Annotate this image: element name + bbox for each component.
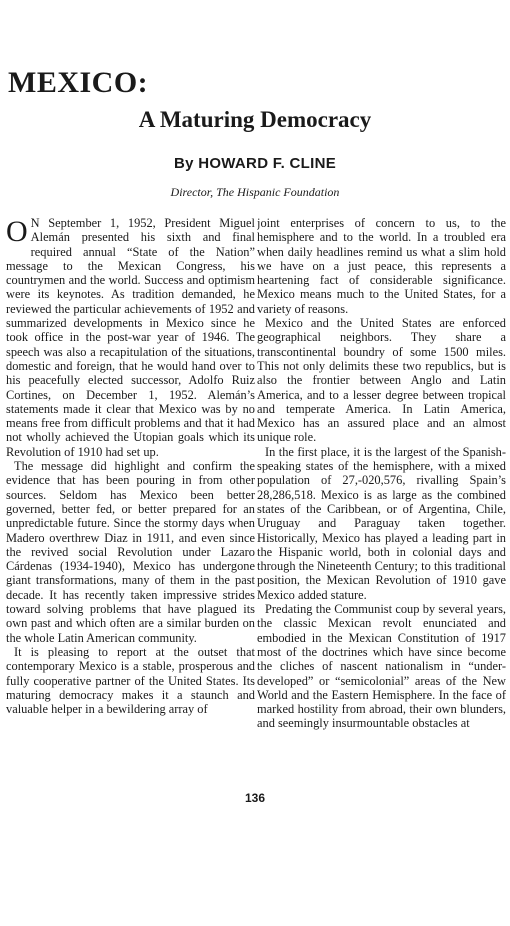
paragraph: joint enterprises of concern to us, to the hemisphere and to the world. In a troubled era when daily headlines remind us what a slim hold we have on a just peace, this represents a heartening fact of considerable significance. Mexico means much to the United States, for a variety of reasons. — [257, 216, 506, 316]
body-column-right — [257, 216, 506, 786]
article-subtitle: A Maturing Democracy — [138, 107, 372, 132]
article-title: MEXICO: — [8, 66, 149, 99]
body-column-left — [6, 216, 255, 786]
drop-cap: O — [6, 216, 28, 248]
author-byline: By HOWARD F. CLINE — [173, 155, 337, 172]
paragraph-text: N September 1, 1952, President Miguel Alemán presented his sixth and final required annual “State of the Nation” message to the Mexican Congress, his countrymen and the world. Success and optimism were its keynotes. As tradition demanded, he reviewed the particular achievements of 1952 and summarized developments in Mexico since he took office in the post-war year of 1946. The speech was also a recapitulation of the situations, domestic and foreign, that he would hand over to his peacefully elected successor, Adolfo Ruiz Cortines, on December 1, 1952. Alemán’s statements made it clear that Mexico was by no means free from difficult problems and that it had not wholly achieved the Utopian goals which its Revolution of 1910 had set up. — [6, 216, 255, 459]
paragraph — [6, 216, 255, 459]
paragraph: It is pleasing to report at the outset that contemporary Mexico is a stable, prosperous and fully cooperative partner of the United States. Its maturing democracy makes it a staunch and valuable helper in a bewildering array of — [6, 644, 255, 717]
paragraph: Predating the Communist coup by several years, the classic Mexican revolt enunciated and embodied in the Mexican Constitution of 1917 most of the doctrines which have since become the cliches of nascent nationalism in “under-developed” or “semicolonial” areas of the New World and the Eastern Hemisphere. In the face of marked hostility from abroad, their own blunders, and seemingly insurmountable obstacles at — [257, 602, 506, 731]
author-role: Director, The Hispanic Foundation — [170, 185, 340, 199]
page-number: 136 — [244, 791, 266, 805]
paragraph: Mexico and the United States are enforced geographical neighbors. They share a transcontinental boundry of some 1500 miles. This not only delimits these two republics, but is also the frontier between Anglo and Latin America, and to a lesser degree between tropical and temperate America. In Latin America, Mexico has an assured place and an almost unique role. — [257, 316, 506, 445]
paragraph: In the first place, it is the largest of the Spanish-speaking states of the hemisphere, with a mixed population of 27,-020,576, rivalling Spain’s 28,286,518. Mexico is as large as the combined states of the Caribbean, or of Argentina, Chile, Uruguay and Paraguay taken together. Historically, Mexico has played a leading part in the Hispanic world, both in colonial days and through the Nineteenth Century; to this traditional position, the Mexican Revolution of 1910 gave Mexico added stature. — [257, 444, 506, 602]
paragraph: The message did highlight and confirm the evidence that has been pouring in from other sources. Seldom has Mexico been better governed, better fed, or better prepared for an unpredictable future. Since the stormy days when Madero overthrew Diaz in 1911, and even since the revived social Revolution under Lazaro Cárdenas (1934-1940), Mexico has undergone giant transformations, many of them in the past decade. It has recently taken impressive strides toward solving problems that have plagued its own past and which often are a similar burden on the whole Latin American community. — [6, 459, 255, 645]
